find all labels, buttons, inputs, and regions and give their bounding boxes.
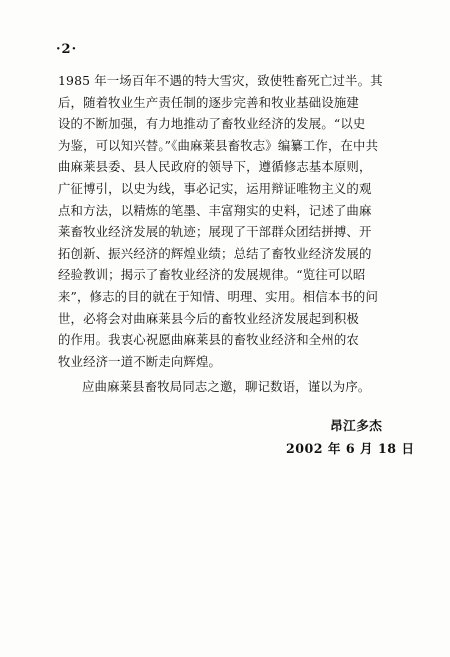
text-line: 世，必将会对曲麻莱县今后的畜牧业经济发展起到积极 xyxy=(58,310,359,326)
text-line: 莱畜牧业经济发展的轨迹；展现了干部群众团结拼搏、开 xyxy=(58,224,372,240)
text-line: 经验教训；揭示了畜牧业经济的发展规律。“览往可以昭 xyxy=(58,267,366,283)
page-number: ·2· xyxy=(56,42,78,57)
text-line: 牧业经济一道不断走向辉煌。 xyxy=(58,353,222,369)
text-line: 点和方法，以精炼的笔墨、丰富翔实的史料，记述了曲麻 xyxy=(58,202,372,218)
author-signature: 昂江多杰 xyxy=(330,418,383,433)
text-line: 曲麻莱县委、县人民政府的领导下，遵循修志基本原则， xyxy=(58,159,372,175)
signature-date: 2002 年 6 月 18 日 xyxy=(286,441,415,456)
text-line: 的作用。我衷心祝愿曲麻莱县的畜牧业经济和全州的农 xyxy=(58,332,359,348)
text-line: 后，随着牧业生产责任制的逐步完善和牧业基础设施建 xyxy=(58,94,359,110)
body-text xyxy=(58,70,398,398)
text-line: 1985 年一场百年不遇的特大雪灾，致使牲畜死亡过半。其 xyxy=(58,73,383,88)
text-line: 设的不断加强，有力地推动了畜牧业经济的发展。“以史 xyxy=(58,116,366,132)
text-line: 来”，修志的目的就在于知情、明理、实用。相信本书的问 xyxy=(58,288,378,304)
closing-paragraph: 应曲麻莱县畜牧局同志之邀，聊记数语，谨以为序。 xyxy=(82,379,371,395)
text-line: 拓创新、振兴经济的辉煌业绩；总结了畜牧业经济发展的 xyxy=(58,245,372,261)
text-line: 广征博引，以史为线，事必记实，运用辩证唯物主义的观 xyxy=(58,180,372,196)
text-line: 为鉴，可以知兴替。”《曲麻莱县畜牧志》编纂工作，在中共 xyxy=(58,137,379,153)
